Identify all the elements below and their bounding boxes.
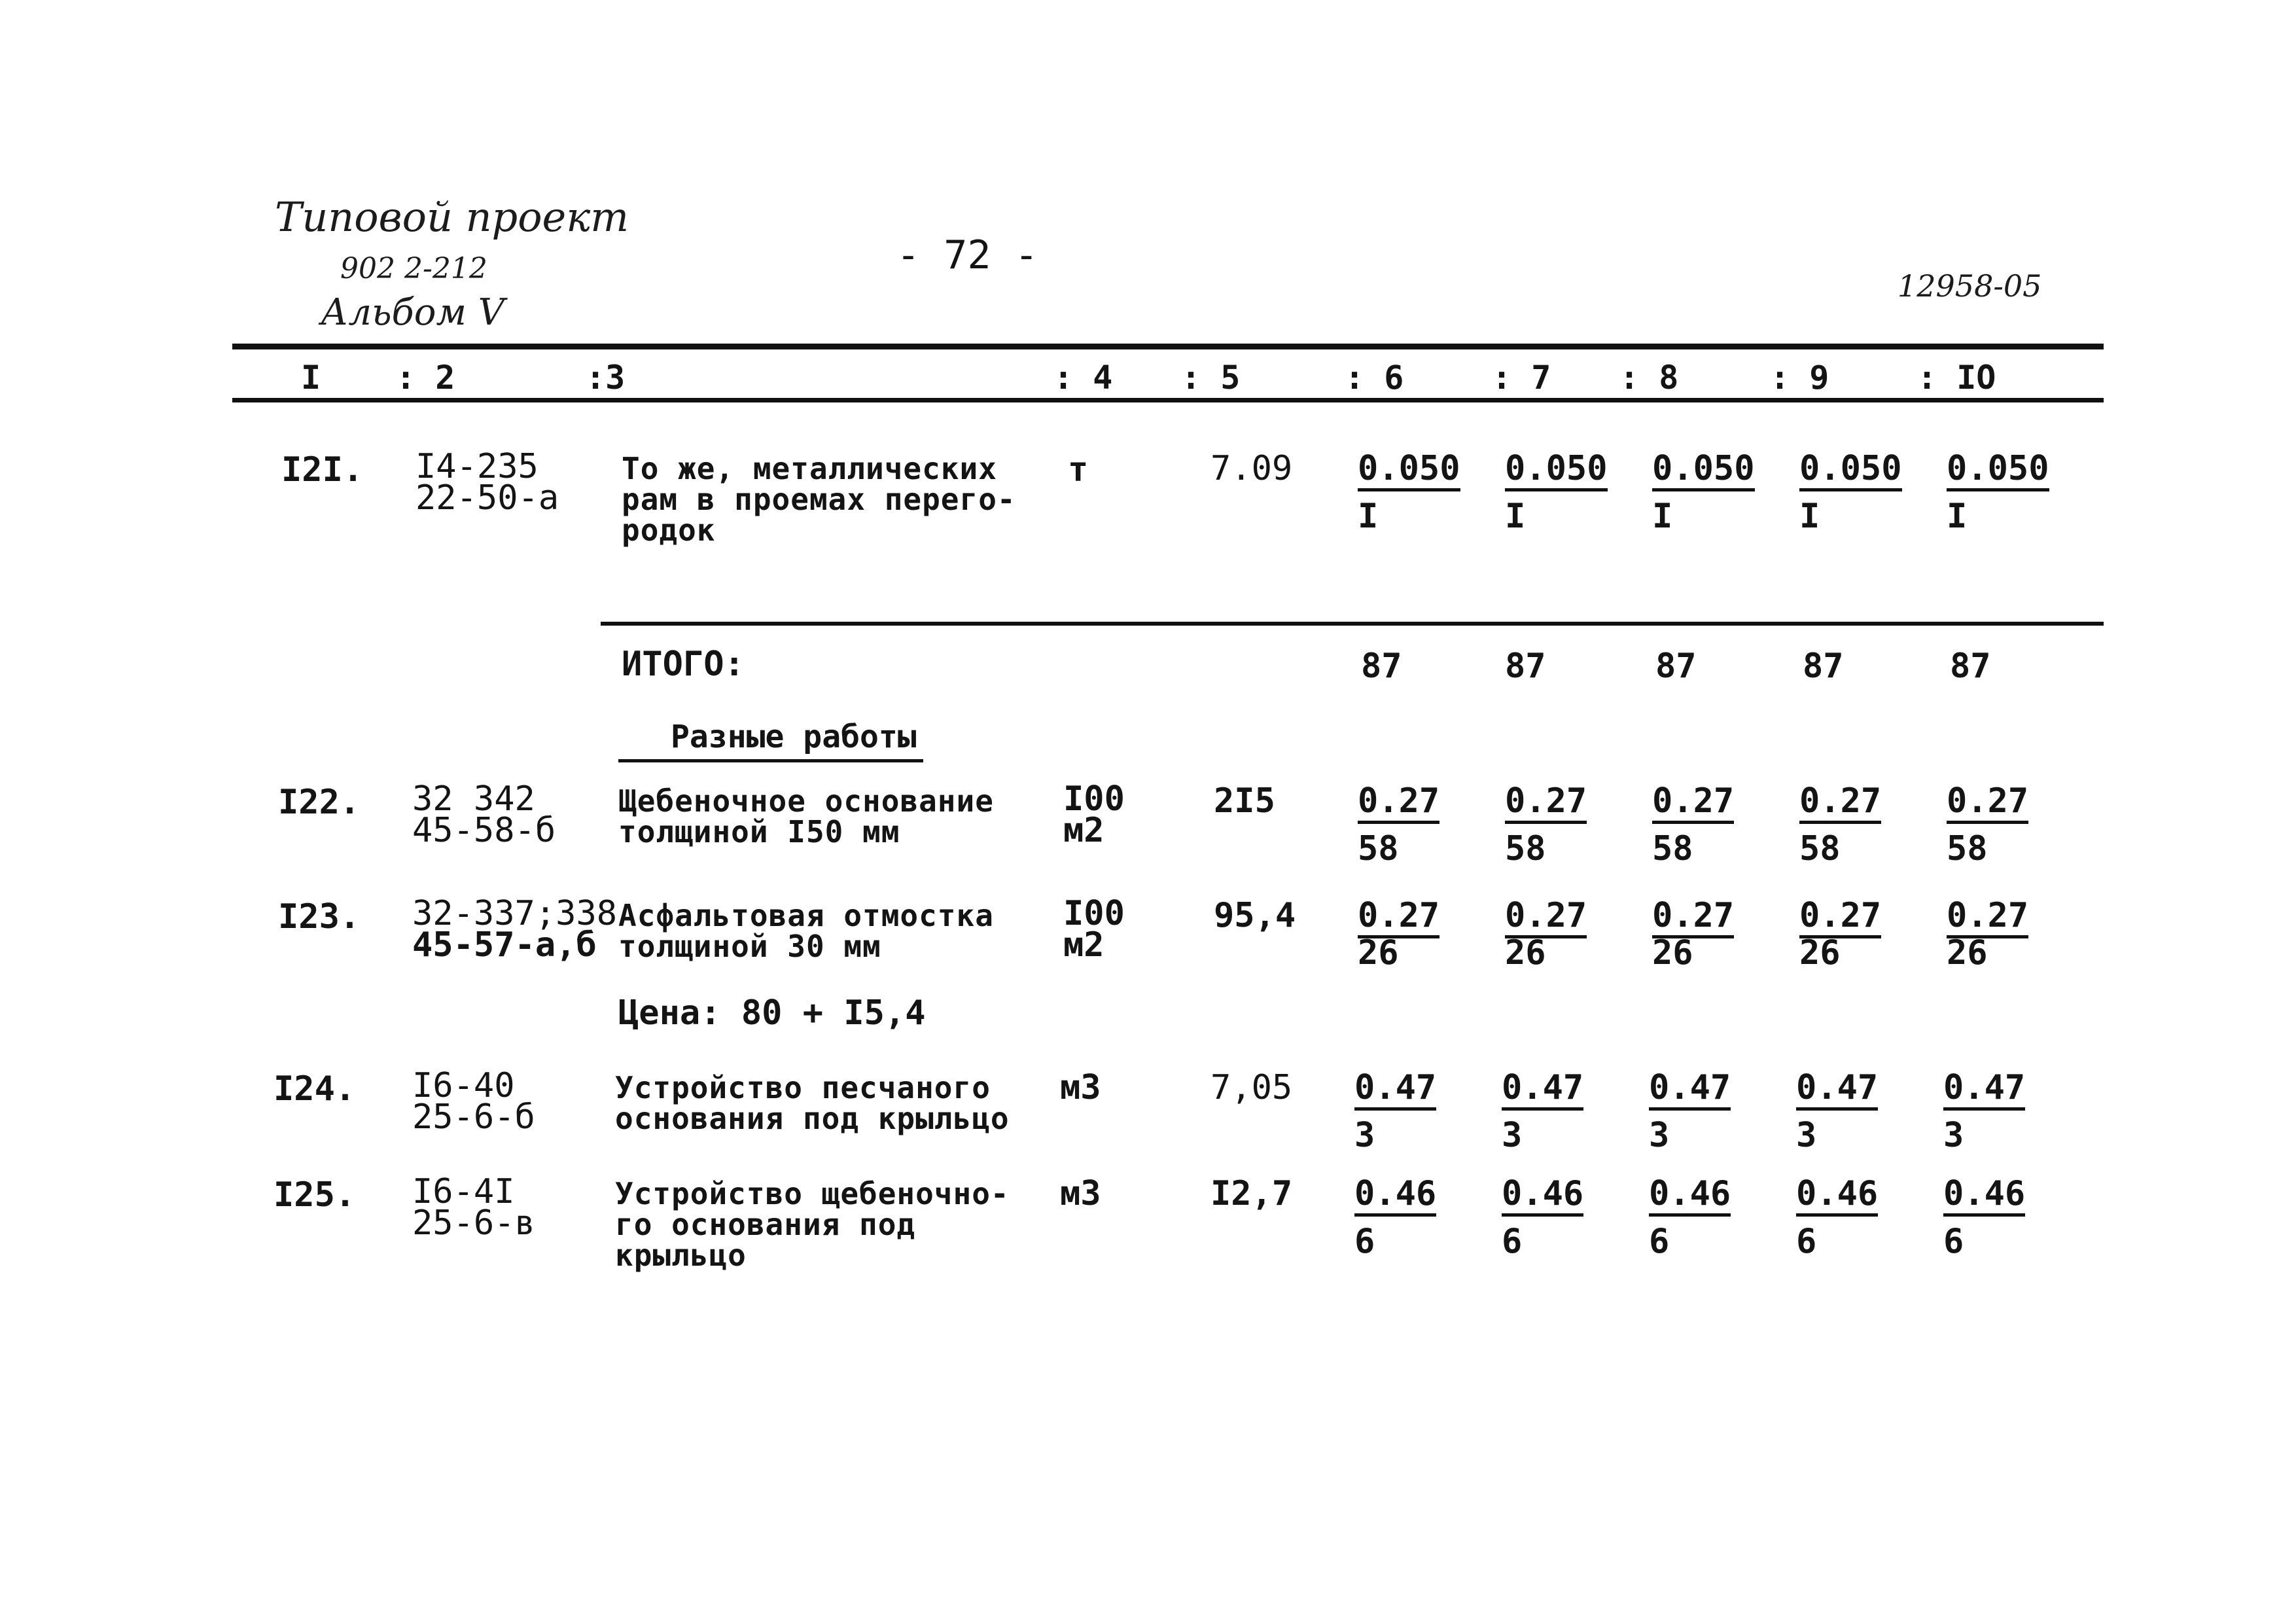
- fraction-top: 0.050: [1358, 450, 1460, 491]
- project-number: 902 2-212: [340, 252, 487, 285]
- price-note: Цена: 80 + I5,4: [618, 993, 926, 1033]
- row-description: Устройство песчаного: [615, 1070, 991, 1105]
- fraction-bottom: 6: [1943, 1222, 1964, 1261]
- fraction-top: 0.27: [1358, 783, 1439, 824]
- fraction-top: 0.46: [1943, 1175, 2025, 1217]
- row-quantity: 7,05: [1210, 1068, 1293, 1107]
- fraction-cell: [1943, 1175, 2041, 1260]
- column-header-5: : 5: [1181, 359, 1241, 397]
- row-code: I6-40: [412, 1066, 515, 1105]
- fraction-bottom: 58: [1505, 829, 1546, 868]
- row-code: 45-57-а,б: [412, 925, 597, 965]
- fraction-top: 0.050: [1652, 450, 1755, 491]
- fraction-bottom: 3: [1502, 1116, 1523, 1155]
- fraction-top: 0.47: [1796, 1069, 1878, 1111]
- row-unit: м3: [1060, 1068, 1101, 1107]
- row-description: основания под крыльцо: [615, 1101, 1010, 1136]
- fraction-top: 0.27: [1505, 783, 1587, 824]
- project-title: Типовой проект: [275, 193, 629, 241]
- total-label: ИТОГО:: [622, 645, 745, 684]
- fraction-cell: [1799, 449, 1902, 536]
- fraction-top: 0.27: [1947, 783, 2028, 824]
- row-description: Щебеночное основание: [618, 783, 994, 819]
- fraction-top: 0.47: [1502, 1069, 1583, 1111]
- fraction-cell: [1947, 897, 2045, 971]
- fraction-cell: [1505, 897, 1603, 971]
- fraction-top: 0.46: [1796, 1175, 1878, 1217]
- column-header-2: : 2: [396, 359, 455, 397]
- fraction-top: 0.050: [1505, 450, 1608, 491]
- total-value: 87: [1803, 647, 1844, 686]
- column-header-9: : 9: [1770, 359, 1829, 397]
- row-unit: I00: [1063, 779, 1125, 819]
- fraction-bottom: 58: [1947, 829, 1988, 868]
- header-bottom-rule: [232, 398, 2104, 402]
- row-description: го основания под: [615, 1207, 916, 1242]
- row-unit: м3: [1060, 1174, 1101, 1213]
- fraction-bottom: 3: [1649, 1116, 1670, 1155]
- fraction-bottom: 58: [1652, 829, 1693, 868]
- row-unit: I00: [1063, 894, 1125, 933]
- fraction-top: 0.050: [1947, 450, 2049, 491]
- row-code: I6-4I: [412, 1172, 515, 1211]
- row-code: 32 342: [412, 779, 535, 819]
- fraction-top: 0.27: [1358, 897, 1439, 938]
- fraction-bottom: 26: [1505, 933, 1546, 972]
- row-quantity: I2,7: [1210, 1174, 1293, 1213]
- total-value: 87: [1950, 647, 1991, 686]
- row-description: крыльцо: [615, 1238, 747, 1273]
- column-header-4: : 4: [1053, 359, 1113, 397]
- row-description: толщиной I50 мм: [618, 814, 900, 849]
- fraction-cell: [1358, 783, 1456, 867]
- column-header-1: I: [301, 359, 321, 397]
- row-unit: м2: [1063, 925, 1104, 965]
- fraction-bottom: 6: [1502, 1222, 1523, 1261]
- album-label: Альбом V: [321, 291, 505, 334]
- fraction-bottom: 6: [1649, 1222, 1670, 1261]
- fraction-cell: [1943, 1069, 2041, 1154]
- total-value: 87: [1655, 647, 1697, 686]
- fraction-top: 0.46: [1502, 1175, 1583, 1217]
- fraction-bottom: I: [1799, 497, 1820, 536]
- fraction-bottom: 6: [1796, 1222, 1817, 1261]
- row-number: I23.: [278, 897, 361, 936]
- fraction-cell: [1947, 449, 2049, 536]
- section-title: Разные работы: [618, 719, 923, 762]
- row-unit: т: [1068, 450, 1089, 490]
- total-value: 87: [1505, 647, 1546, 686]
- row-description: толщиной 30 мм: [618, 929, 881, 964]
- row-unit: м2: [1063, 811, 1104, 850]
- fraction-cell: [1796, 1175, 1894, 1260]
- fraction-cell: [1502, 1175, 1600, 1260]
- fraction-cell: [1652, 449, 1755, 536]
- fraction-bottom: I: [1947, 497, 1968, 536]
- fraction-cell: [1358, 449, 1460, 536]
- row-description: То же, металлических: [622, 451, 997, 486]
- fraction-cell: [1649, 1069, 1747, 1154]
- fraction-cell: [1799, 783, 1898, 867]
- fraction-bottom: 26: [1652, 933, 1693, 972]
- row-number: I24.: [274, 1069, 356, 1109]
- row-code: 22-50-а: [415, 478, 559, 518]
- fraction-cell: [1358, 897, 1456, 971]
- column-header-6: : 6: [1345, 359, 1404, 397]
- row-number: I2I.: [281, 450, 364, 490]
- fraction-top: 0.27: [1947, 897, 2028, 938]
- row-description: рам в проемах перего-: [622, 482, 1016, 517]
- row-number: I25.: [274, 1175, 356, 1215]
- fraction-top: 0.27: [1799, 897, 1881, 938]
- row-description: родок: [622, 512, 716, 548]
- fraction-cell: [1652, 783, 1750, 867]
- row-code: 25-6-в: [412, 1204, 535, 1243]
- row-quantity: 7.09: [1210, 449, 1293, 488]
- fraction-cell: [1649, 1175, 1747, 1260]
- row-code: 32-337;338: [412, 894, 618, 933]
- fraction-bottom: 26: [1799, 933, 1841, 972]
- fraction-cell: [1502, 1069, 1600, 1154]
- fraction-top: 0.47: [1354, 1069, 1436, 1111]
- fraction-top: 0.27: [1652, 897, 1734, 938]
- fraction-top: 0.47: [1649, 1069, 1731, 1111]
- fraction-cell: [1354, 1069, 1453, 1154]
- fraction-cell: [1652, 897, 1750, 971]
- fraction-bottom: 6: [1354, 1222, 1375, 1261]
- fraction-top: 0.47: [1943, 1069, 2025, 1111]
- column-header-10: : IO: [1917, 359, 1996, 397]
- fraction-cell: [1947, 783, 2045, 867]
- fraction-cell: [1505, 783, 1603, 867]
- row-code: 45-58-б: [412, 811, 556, 850]
- fraction-bottom: 3: [1943, 1116, 1964, 1155]
- fraction-bottom: 26: [1358, 933, 1399, 972]
- column-header-8: : 8: [1619, 359, 1679, 397]
- fraction-cell: [1505, 449, 1608, 536]
- fraction-cell: [1799, 897, 1898, 971]
- fraction-bottom: 26: [1947, 933, 1988, 972]
- fraction-top: 0.27: [1799, 783, 1881, 824]
- fraction-bottom: I: [1652, 497, 1673, 536]
- header-top-rule: [232, 344, 2104, 349]
- row-quantity: 2I5: [1214, 781, 1275, 821]
- total-rule: [601, 622, 2104, 626]
- fraction-bottom: 3: [1796, 1116, 1817, 1155]
- fraction-top: 0.46: [1354, 1175, 1436, 1217]
- page-number: - 72 -: [896, 232, 1038, 278]
- row-code: 25-6-б: [412, 1097, 535, 1137]
- fraction-bottom: 3: [1354, 1116, 1375, 1155]
- row-code: I4-235: [415, 447, 539, 486]
- column-header-7: : 7: [1492, 359, 1551, 397]
- fraction-bottom: I: [1358, 497, 1379, 536]
- fraction-top: 0.46: [1649, 1175, 1731, 1217]
- fraction-top: 0.27: [1505, 897, 1587, 938]
- column-header-3: :3: [586, 359, 626, 397]
- document-code: 12958-05: [1898, 268, 2042, 304]
- row-number: I22.: [278, 783, 361, 822]
- fraction-top: 0.27: [1652, 783, 1734, 824]
- row-description: Устройство щебеночно-: [615, 1176, 1010, 1211]
- fraction-bottom: 58: [1358, 829, 1399, 868]
- row-description: Асфальтовая отмостка: [618, 898, 994, 933]
- fraction-bottom: 58: [1799, 829, 1841, 868]
- fraction-bottom: I: [1505, 497, 1526, 536]
- fraction-cell: [1354, 1175, 1453, 1260]
- fraction-top: 0.050: [1799, 450, 1902, 491]
- fraction-cell: [1796, 1069, 1894, 1154]
- total-value: 87: [1361, 647, 1402, 686]
- row-quantity: 95,4: [1214, 896, 1296, 935]
